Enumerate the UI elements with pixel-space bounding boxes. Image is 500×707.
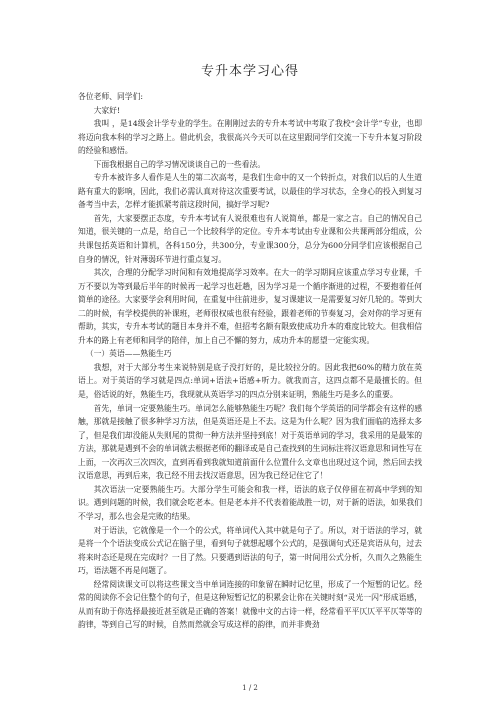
page-title: 专升本学习心得	[200, 64, 299, 79]
paragraph-reading: 经常阅读课文可以将这些课文当中单词连接的印象留在瞬时记忆里，形成了一个短暂的记忆。经常的阅读你不会记住整个的句子，但是这种短暂记忆的积累会让你在关键时刻“灵光一闪”形成语感，从而有助于你选择最接近甚至就是正确的答案！就像中文的古诗一样，经常看平平仄仄平平仄等等的韵律，等到自己写的时候，自然而然就会写成这样的韵律，而并非费劲	[78, 579, 422, 630]
paragraph-importance: 专升本被许多人看作是人生的第二次高考，是我们生命中的又一个转折点，对我们以后的人生道路有重大的影响，因此，我们必需认真对待这次重要考试，以最佳的学习状态，全身心的投入到复习备考当中去，怎样才能抓紧考前这段时间，搞好学习呢?	[78, 173, 422, 210]
salutation: 各位老师、同学们:	[78, 92, 144, 101]
paragraph-grammar: 其次语法一定要熟能生巧。大部分学生可能会和我一样，语法的底子仅停留在初高中学到的知识。遇到问题的时候，我们就会吃老本。但是老本并不代表着能战胜一切，对于新的语法，如果我们不学习，那么也会是完败的结果。	[78, 484, 422, 521]
paragraph-intro: 我叫 ，是14级会计学专业的学生。在刚刚过去的专升本考试中考取了我校“会计学”专业，也即将迈向我本科的学习之路上。借此机会，我很高兴今天可以在这里跟同学们交流一下专升本复习阶段的经验和感悟。	[78, 119, 422, 156]
section-heading-english: （一）英语——熟能生巧	[85, 349, 172, 359]
document-body	[78, 90, 422, 632]
greeting: 大家好!	[93, 105, 121, 115]
paragraph-attitude: 首先，大家要摆正态度，专升本考试有人说很难也有人说简单，都是一家之言。自己的情况自己知道，很关键的一点是，给自己一个比较科学的定位。专升本考试由专业课和公共课两部分组成，公共课包括英语和计算机，各科150分，共300分，专业课300分，总分为600分同学们应该根据自己自身的情况，针对薄弱环节进行重点复习。	[78, 213, 422, 264]
paragraph-english-overview: 我想，对于大部分考生来说特别是底子没打好的，是比较拉分的。因此我把60%的精力放在英语上。对于英语的学习就是四点:单词+语法+语感+听力。就我而言，这四点都不是最擅长的。但是，俗话说的好，熟能生巧，我现就从英语学习的四点分别来证明，熟能生巧是多么的重要。	[78, 362, 422, 400]
paragraph-transition: 下面我根据自己的学习情况谈谈自己的一些看法。	[93, 159, 266, 169]
paragraph-grammar-formula: 对于语法，它就像是一个一个的公式，将单词代入其中就是句子了。所以，对于语法的学习，就是将一个个语法变成公式记在脑子里，看到句子就想起哪个公式的，是强调句式还是宾语从句，过去将来时态还是现在完成时？一目了然。只要遇到语法的句子，第一时间用公式分析，久而久之熟能生巧，语法题不再是问题了。	[78, 525, 422, 576]
paragraph-time-management: 其次，合理的分配学习时间和有效地提高学习效率。在大一的学习期间应该重点学习专业课，千万不要以为等到最后半年的时候再一起学习也赶趟，因为学习是一个循序渐进的过程，不要抱着任何简单的途径。大家要学会利用时间，在重复中往前进步，复习课建议一是需要复习好几轮的。等到大二的时候，有学校提供的补课班，老师很权威也很有经验，跟着老师的节奏复习，会对你的学习更有帮助，其实，专升本考试的题目本身并不难，但招考名额有限致使成功升本的难度比较大。但我相信升本的路上有老师和同学的陪伴，加上自己不懈的努力，成功升本的愿望一定能实现。	[78, 268, 422, 345]
page-number: 1 / 2	[242, 684, 258, 692]
paragraph-vocabulary: 首先，单词一定要熟能生巧。单词怎么能够熟能生巧呢？我们每个学英语的同学都会有这样的感触，那就是接触了很多种学习方法，但是英语还是上不去。这是为什么呢？因为我们面临的选择太多了，但是我们却没能从失则尾的贯彻一种方法并坚持到底！对于英语单词的学习，我采用的是最笨的方法，那就是遇到不会的单词就去根据老师的翻译或是自己查找到的生词标注将汉语意思和词性写在上面，一次再次三次四次，直到再看到我就知道前面什么位置什么文章也出现过这个词，然后回去找汉语意思，再到后来，我已经不用去找汉语意思，因为我已经记住它了！	[78, 403, 422, 481]
